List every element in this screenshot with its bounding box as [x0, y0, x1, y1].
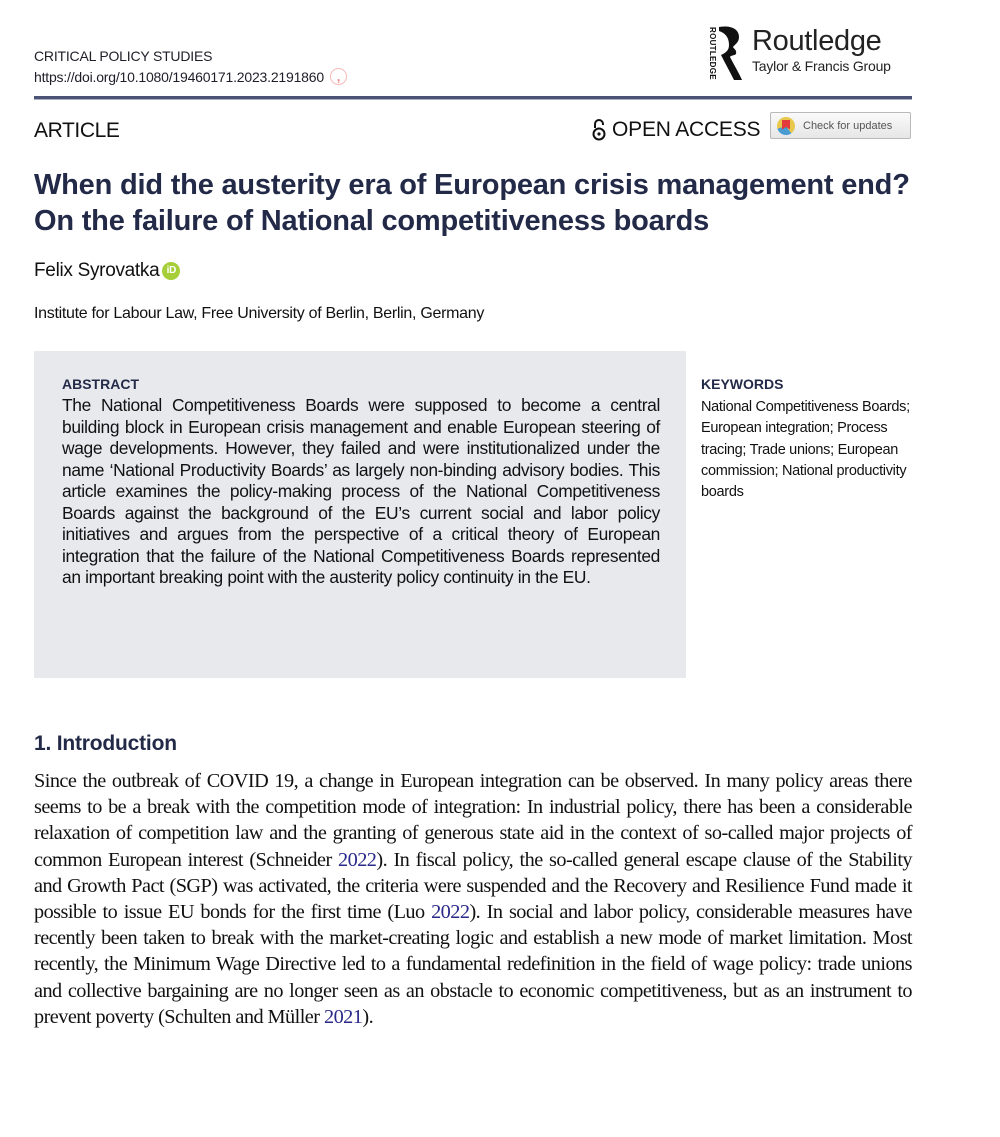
author-name[interactable]: Felix Syrovatka [34, 260, 160, 281]
abstract-heading: ABSTRACT [62, 376, 139, 392]
open-lock-icon [592, 119, 606, 141]
doi-link[interactable]: https://doi.org/10.1080/19460171.2023.2191860 [34, 68, 324, 85]
publisher-name: Routledge [752, 25, 882, 57]
citation-link[interactable]: 2022 [431, 901, 470, 924]
article-type-label: ARTICLE [34, 119, 120, 142]
orcid-icon[interactable]: iD [162, 262, 180, 280]
body-text-segment: Since the outbreak of COVID 19, a change in European integration can be observed. In many policy areas there seems to be a break with the competition mode of integration: In industrial policy, there has been a considerable relaxation of competition law and the granting of generous state aid in the context of so-called major projects of common European interest (Schneider [34, 770, 912, 871]
citation-link[interactable]: 2022 [338, 848, 377, 871]
routledge-r-icon [717, 25, 743, 81]
abstract-text: The National Competitiveness Boards were supposed to become a central building block in European crisis management and enable European steering of wage developments. However, they failed and were institutionalized under the name ‘National Productivity Boards’ as largely non-binding advisory bodies. This article examines the policy-making process of the National Competitiveness Boards against the background of the EU’s current social and labor policy initiatives and argues from the perspective of a critical theory of European integration that the failure of the National Competitiveness Boards represented an important breaking point with the austerity policy continuity in the EU. [62, 395, 660, 587]
doi-line [34, 68, 347, 85]
keywords-list: National Competitiveness Boards; European integration; Process tracing; Trade unions; European commission; National productivity boards [701, 399, 910, 501]
routledge-logo-icon [706, 25, 746, 83]
check-for-updates-button[interactable] [770, 112, 911, 139]
journal-name: CRITICAL POLICY STUDIES [34, 48, 213, 64]
keywords-heading: KEYWORDS [701, 376, 784, 392]
author-affiliation: Institute for Labour Law, Free University of Berlin, Berlin, Germany [34, 305, 485, 322]
section-heading-introduction: 1. Introduction [34, 732, 177, 755]
body-text-segment: ). In social and labor policy, considerable measures have recently been taken to break with the market-creating logic and establish a new mode of market limitation. Most recently, the Minimum Wage Directive led to a fundamental redefinition in the field of wage policy: trade unions and collective bargaining are no longer seen as an obstacle to economic competitiveness, but as an instrument to prevent poverty (Schulten and Müller [34, 901, 912, 1028]
open-access-badge [592, 118, 760, 142]
article-title: When did the austerity era of European crisis management end? On the failure of National competitiveness boards [34, 169, 910, 237]
body-text-segment: ). [362, 1005, 374, 1028]
publisher-logo [706, 25, 891, 83]
crossref-icon[interactable]: , [330, 68, 347, 85]
citation-link[interactable]: 2021 [323, 1005, 363, 1028]
header-divider [34, 96, 912, 100]
check-for-updates-label: Check for updates [803, 119, 893, 132]
open-access-label: OPEN ACCESS [612, 118, 761, 141]
body-text-segment: ). In fiscal policy, the so-called general escape clause of the Stability and Growth Pact (SGP) was activated, the criteria were suspended and the Recovery and Resilience Fund made it possible to issue EU bonds for the first time (Luo [34, 848, 912, 924]
author-line [34, 260, 180, 282]
introduction-paragraph [34, 768, 912, 1030]
logo-vertical-text: ROUTLEDGE [708, 27, 717, 80]
publisher-group: Taylor & Francis Group [752, 58, 891, 74]
crossmark-icon [777, 117, 795, 135]
